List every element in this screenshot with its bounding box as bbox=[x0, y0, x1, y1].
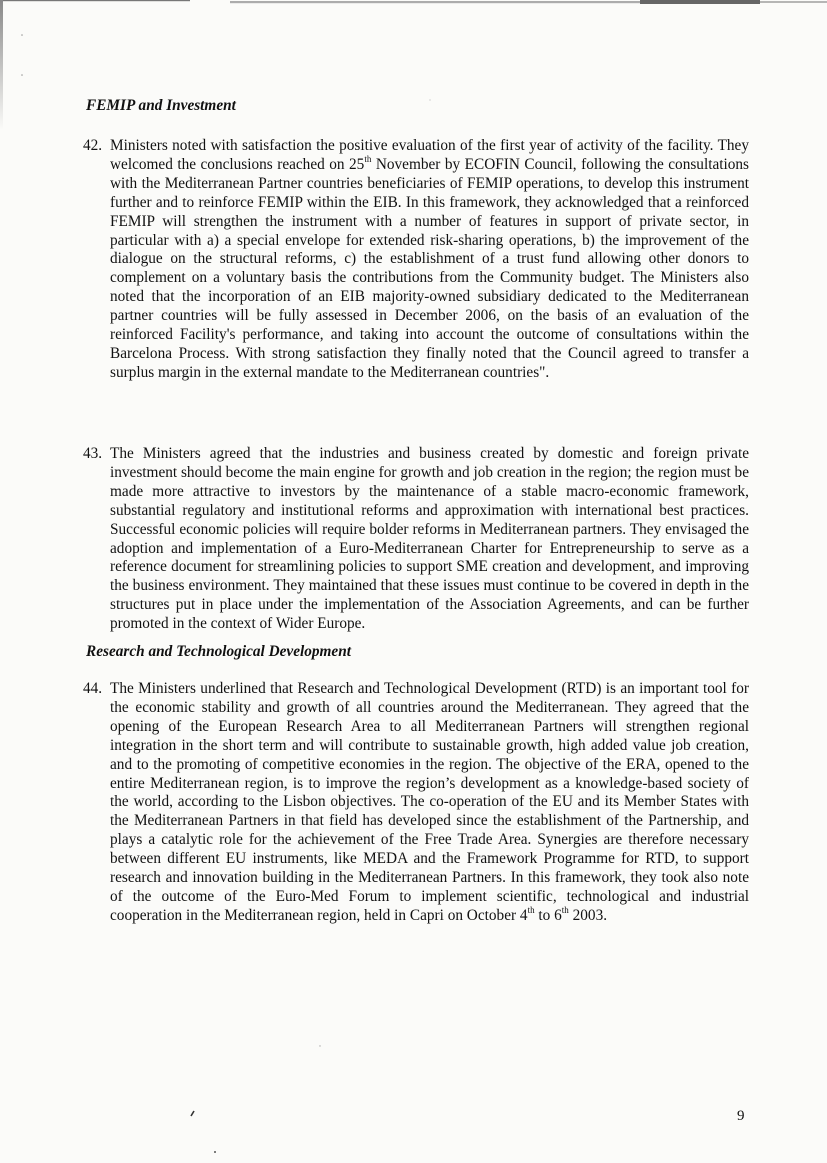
paragraph-43 bbox=[83, 445, 749, 634]
paragraph-text: November by ECOFIN Council, following the consultations with the Mediterranean Partner countries beneficiaries of FEMIP operations, to develop this instrument further and to reinforce FEMIP within the EIB. In this framework, they acknowledged that a reinforced FEMIP will strengthen the instrument with a number of features in support of private sector, in particular with a) a special envelope for extended risk-sharing operations, b) the improvement of the dialogue on the structural reforms, c) the establishment of a trust fund allowing other donors to complement on a voluntary basis the contributions from the Community budget. The Ministers also noted that the incorporation of an EIB majority-owned subsidiary dedicated to the Mediterranean partner countries will be fully assessed in December 2006, on the basis of an evaluation of the reinforced Facility's performance, and taking into account the outcome of consultations within the Barcelona Process. With strong satisfaction they finally noted that the Council agreed to transfer a surplus margin in the external mandate to the Mediterranean countries". bbox=[110, 155, 749, 381]
paragraph-number: 43. bbox=[83, 445, 103, 462]
paragraph-text: The Ministers underlined that Research and Technological Development (RTD) is an important tool for the economic stability and growth of all countries around the Mediterranean. They agreed that the opening of the European Research Area to all Mediterranean Partners will strengthen regional integration in the short term and will contribute to sustainable growth, high added value job creation, and to the promoting of competitive economies in the region. The objective of the ERA, opened to the entire Mediterranean region, is to improve the region’s development as a knowledge-based society of the world, according to the Lisbon objectives. The co-operation of the EU and its Member States with the Mediterranean Partners in that field has developed since the establishment of the Partnership, and plays a catalytic role for the achievement of the Free Trade Area. Synergies are therefore necessary between different EU instruments, like MEDA and the Framework Programme for RTD, to support research and innovation building in the Mediterranean Partners. In this framework, they took also note of the outcome of the Euro-Med Forum to implement scientific, technological and industrial cooperation in the Mediterranean region, held in Capri on October 4 bbox=[110, 680, 749, 924]
section-heading-femip: FEMIP and Investment bbox=[86, 97, 236, 114]
ordinal-suffix: th bbox=[561, 904, 569, 915]
paragraph-42 bbox=[83, 137, 749, 383]
paragraph-text: The Ministers agreed that the industries and business created by domestic and foreign private investment should become the main engine for growth and job creation in the region; the region must be made more attractive to investors by the maintenance of a stable macro-economic framework, substantial regulatory and institutional reforms and approximation with international best practices. Successful economic policies will require bolder reforms in Mediterranean partners. They envisaged the adoption and implementation of a Euro-Mediterranean Charter for Entrepreneurship to serve as a reference document for streamlining policies to support SME creation and development, and improving the business environment. They maintained that these issues must continue to be covered in depth in the structures put in place under the implementation of the Association Agreements, and can be further promoted in the context of Wider Europe. bbox=[110, 445, 749, 633]
paragraph-number: 42. bbox=[83, 137, 103, 154]
page-number: 9 bbox=[737, 1108, 745, 1124]
ordinal-suffix: th bbox=[364, 153, 372, 164]
paragraph-44 bbox=[83, 680, 749, 926]
paragraph-text: Ministers noted with satisfaction the positive evaluation of the first year of activity of the facility. They welcomed the conclusions reached on 25 bbox=[110, 137, 749, 173]
scan-left-edge bbox=[0, 0, 3, 130]
paragraph-text: 2003. bbox=[568, 906, 608, 924]
paragraph-number: 44. bbox=[83, 680, 103, 697]
section-heading-rtd: Research and Technological Development bbox=[86, 643, 351, 660]
scan-edge-artifact bbox=[0, 0, 827, 8]
paragraph-text: to 6 bbox=[534, 906, 562, 924]
ordinal-suffix: th bbox=[527, 904, 535, 915]
